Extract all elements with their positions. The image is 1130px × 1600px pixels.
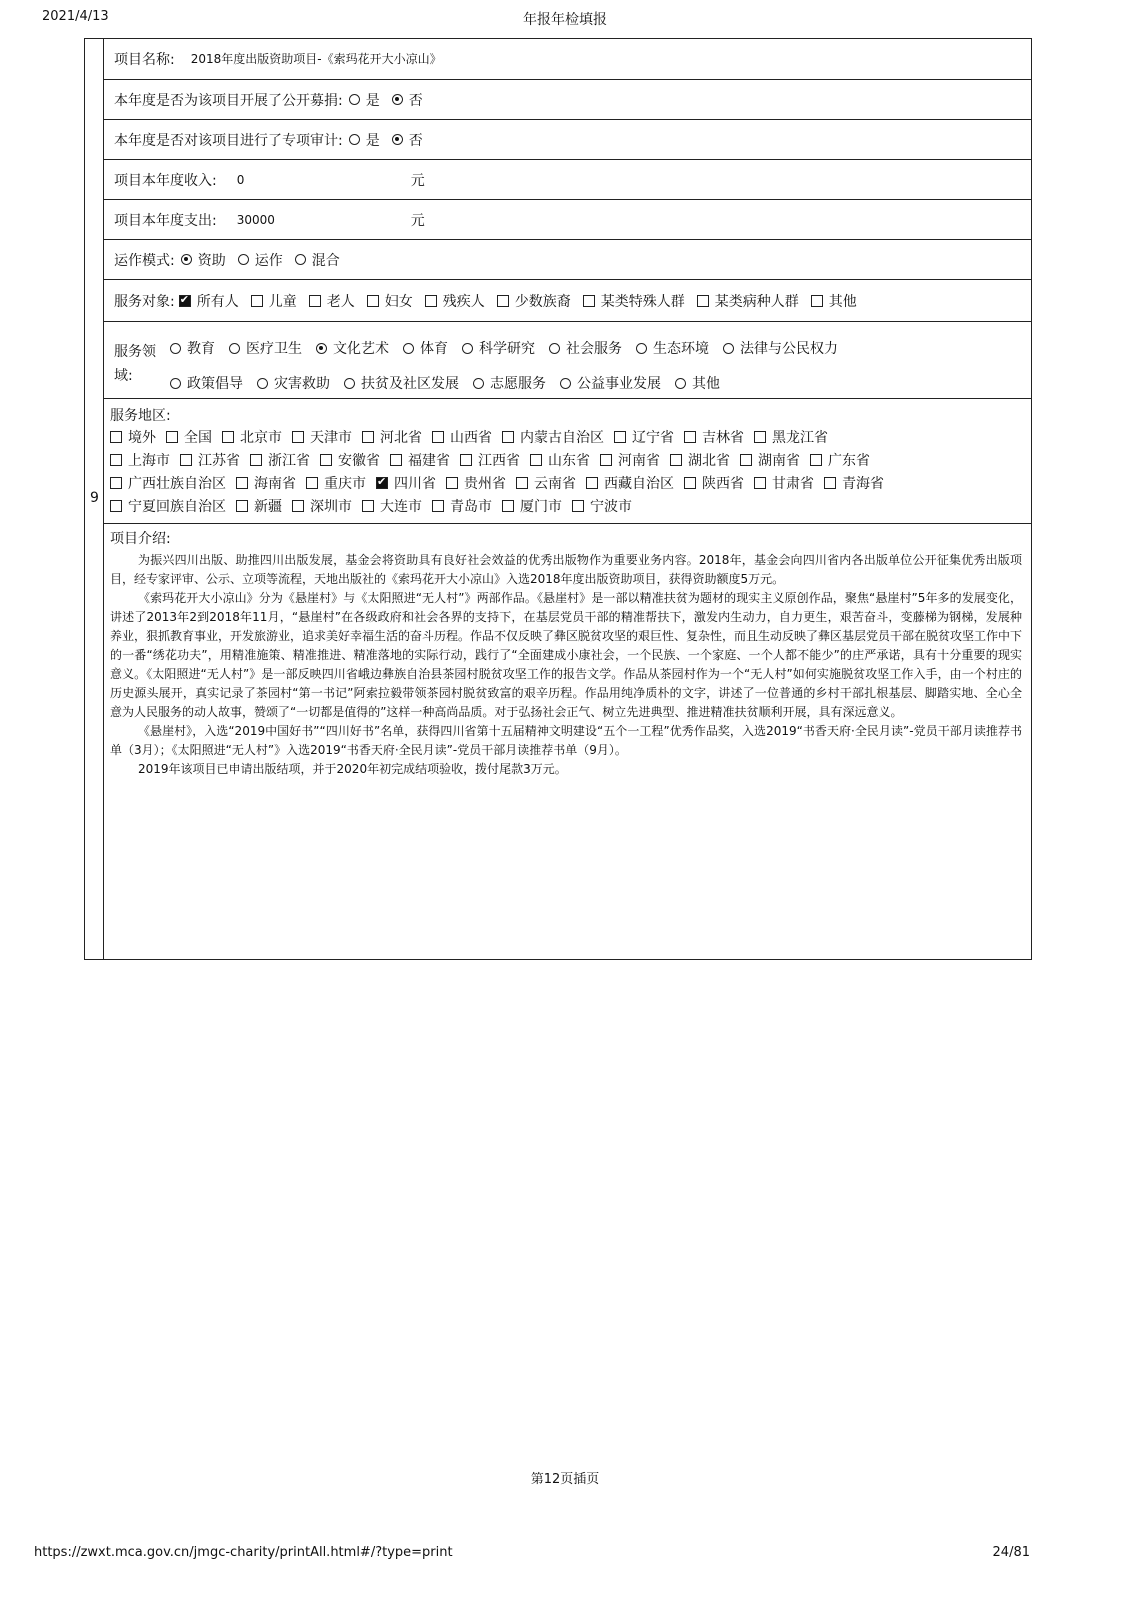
expense-row bbox=[104, 200, 1032, 240]
field-option[interactable] bbox=[636, 338, 709, 358]
region-option[interactable] bbox=[306, 473, 366, 493]
field-option[interactable] bbox=[560, 373, 661, 393]
income-value: 0 bbox=[236, 172, 245, 187]
checkbox-icon bbox=[614, 431, 626, 443]
project-name-value: 2018年度出版资助项目-《索玛花开大小凉山》 bbox=[190, 52, 442, 66]
radio-icon bbox=[462, 343, 473, 354]
option-label: 体育 bbox=[420, 341, 448, 357]
target-option[interactable] bbox=[251, 291, 297, 311]
region-option[interactable] bbox=[670, 450, 730, 470]
checkbox-icon bbox=[516, 477, 528, 489]
checkbox-icon bbox=[110, 477, 122, 489]
region-option[interactable] bbox=[222, 427, 282, 447]
operation-mode-row bbox=[104, 240, 1032, 280]
checkbox-icon bbox=[250, 454, 262, 466]
option-label: 某类特殊人群 bbox=[600, 293, 685, 310]
intro-paragraph: 为振兴四川出版、助推四川出版发展，基金会将资助具有良好社会效益的优秀出版物作为重要业务内容。2018年，基金会向四川省内各出版单位公开征集优秀出版项目，经专家评审、公示、立项等流程，天地出版社的《索玛花开大小凉山》入选2018年度出版资助项目，获得资助额度5万元。 bbox=[110, 553, 1022, 586]
radio-selected-icon bbox=[316, 343, 327, 354]
income-label: 项目本年度收入: bbox=[114, 172, 217, 189]
region-option[interactable] bbox=[376, 473, 436, 493]
option-label: 云南省 bbox=[534, 475, 576, 492]
option-label: 运作 bbox=[254, 252, 283, 269]
radio-icon bbox=[549, 343, 560, 354]
option-label: 湖南省 bbox=[758, 452, 800, 469]
field-option[interactable] bbox=[675, 373, 720, 393]
region-line-3 bbox=[110, 471, 1032, 494]
option-label: 其他 bbox=[828, 293, 857, 310]
radio-icon bbox=[238, 254, 249, 265]
checkbox-icon bbox=[530, 454, 542, 466]
checkbox-icon bbox=[586, 477, 598, 489]
checkbox-icon bbox=[497, 295, 509, 307]
radio-icon bbox=[560, 378, 571, 389]
audit-label: 本年度是否对该项目进行了专项审计: bbox=[114, 132, 343, 149]
option-label: 上海市 bbox=[128, 452, 170, 469]
region-option[interactable] bbox=[362, 427, 422, 447]
region-option[interactable] bbox=[754, 427, 828, 447]
print-date: 2021/4/13 bbox=[42, 9, 109, 24]
service-target-label: 服务对象: bbox=[114, 293, 175, 310]
option-label: 青岛市 bbox=[450, 498, 492, 515]
checkbox-icon bbox=[110, 500, 122, 512]
option-label: 海南省 bbox=[254, 475, 296, 492]
region-option[interactable] bbox=[460, 450, 520, 470]
checkbox-icon bbox=[390, 454, 402, 466]
checkbox-icon bbox=[502, 500, 514, 512]
project-name-row bbox=[104, 38, 1032, 80]
checkbox-icon bbox=[502, 431, 514, 443]
option-label: 西藏自治区 bbox=[604, 475, 674, 492]
checkbox-icon bbox=[110, 454, 122, 466]
project-form bbox=[84, 38, 1032, 960]
checkbox-icon bbox=[572, 500, 584, 512]
region-option[interactable] bbox=[110, 450, 170, 470]
option-label: 生态环境 bbox=[653, 341, 709, 357]
target-option[interactable] bbox=[583, 291, 685, 311]
region-option[interactable] bbox=[250, 450, 310, 470]
region-option[interactable] bbox=[502, 427, 604, 447]
checkbox-icon bbox=[684, 477, 696, 489]
option-label: 少数族裔 bbox=[514, 293, 571, 310]
operation-option-operate[interactable] bbox=[238, 250, 283, 270]
option-label: 公益事业发展 bbox=[577, 376, 661, 392]
service-field-label bbox=[114, 340, 164, 388]
field-option[interactable] bbox=[462, 338, 535, 358]
region-option[interactable] bbox=[110, 427, 156, 447]
region-line-2 bbox=[110, 448, 1032, 471]
region-option[interactable] bbox=[600, 450, 660, 470]
region-option[interactable] bbox=[166, 427, 212, 447]
radio-icon bbox=[675, 378, 686, 389]
print-url: https://zwxt.mca.gov.cn/jmgc-charity/printAll.html#/?type=print bbox=[34, 1545, 453, 1560]
field-option[interactable] bbox=[257, 373, 330, 393]
region-option[interactable] bbox=[530, 450, 590, 470]
field-option[interactable] bbox=[229, 338, 302, 358]
option-label: 四川省 bbox=[394, 475, 436, 492]
option-label: 贵州省 bbox=[464, 475, 506, 492]
radio-icon bbox=[349, 94, 360, 105]
region-option[interactable] bbox=[516, 473, 576, 493]
option-label: 是 bbox=[365, 132, 380, 149]
checkbox-icon bbox=[583, 295, 595, 307]
option-label: 科学研究 bbox=[479, 341, 535, 357]
radio-icon bbox=[170, 343, 181, 354]
page-counter: 24/81 bbox=[992, 1545, 1030, 1560]
option-label: 湖北省 bbox=[688, 452, 730, 469]
option-label: 灾害救助 bbox=[274, 376, 330, 392]
region-option[interactable] bbox=[236, 496, 282, 516]
option-label: 宁波市 bbox=[590, 498, 632, 515]
region-option[interactable] bbox=[684, 473, 744, 493]
radio-icon bbox=[257, 378, 268, 389]
checkbox-icon bbox=[824, 477, 836, 489]
checkbox-icon bbox=[600, 454, 612, 466]
option-label: 江苏省 bbox=[198, 452, 240, 469]
radio-icon bbox=[295, 254, 306, 265]
fundraising-row bbox=[104, 80, 1032, 120]
option-label: 陕西省 bbox=[702, 475, 744, 492]
intro-paragraph: 《悬崖村》，入选“2019中国好书”“四川好书”名单，获得四川省第十五届精神文明建设“五个一工程”优秀作品奖，入选2019“书香天府·全民月读”-党员干部月读推荐书单（3月）；《太阳照进“无人村”》入选2019“书香天府·全民月读”-党员干部月读推荐书单（9月）。 bbox=[110, 724, 1022, 757]
radio-icon bbox=[636, 343, 647, 354]
checkbox-icon bbox=[222, 431, 234, 443]
region-option[interactable] bbox=[824, 473, 884, 493]
form-body bbox=[103, 38, 1032, 960]
region-option[interactable] bbox=[110, 473, 226, 493]
option-label: 否 bbox=[408, 132, 423, 149]
checkbox-icon bbox=[432, 500, 444, 512]
operation-option-fund[interactable] bbox=[181, 250, 226, 270]
radio-icon bbox=[229, 343, 240, 354]
operation-option-mixed[interactable] bbox=[295, 250, 340, 270]
region-option[interactable] bbox=[502, 496, 562, 516]
target-option[interactable] bbox=[309, 291, 355, 311]
option-label: 资助 bbox=[197, 252, 226, 269]
expense-value: 30000 bbox=[236, 212, 275, 227]
service-field-row bbox=[104, 322, 1032, 399]
region-option[interactable] bbox=[320, 450, 380, 470]
option-label: 深圳市 bbox=[310, 498, 352, 515]
radio-selected-icon bbox=[392, 134, 403, 145]
option-label: 广东省 bbox=[828, 452, 870, 469]
option-label: 内蒙古自治区 bbox=[520, 429, 604, 446]
checkbox-icon bbox=[446, 477, 458, 489]
option-label: 河南省 bbox=[618, 452, 660, 469]
region-option[interactable] bbox=[292, 496, 352, 516]
region-option[interactable] bbox=[110, 496, 226, 516]
checkbox-icon bbox=[425, 295, 437, 307]
region-option[interactable] bbox=[586, 473, 674, 493]
target-option[interactable] bbox=[179, 291, 239, 311]
region-option[interactable] bbox=[754, 473, 814, 493]
checkbox-icon bbox=[292, 500, 304, 512]
option-label: 吉林省 bbox=[702, 429, 744, 446]
service-field-line-2 bbox=[170, 373, 734, 393]
option-label: 妇女 bbox=[384, 293, 413, 310]
field-option[interactable] bbox=[170, 373, 243, 393]
option-label: 福建省 bbox=[408, 452, 450, 469]
expense-unit: 元 bbox=[410, 212, 425, 229]
option-label: 北京市 bbox=[240, 429, 282, 446]
field-option[interactable] bbox=[723, 338, 838, 358]
service-field-line-1 bbox=[170, 338, 852, 358]
checkbox-icon bbox=[754, 477, 766, 489]
radio-icon bbox=[473, 378, 484, 389]
field-option[interactable] bbox=[403, 338, 448, 358]
region-option[interactable] bbox=[740, 450, 800, 470]
intro-paragraph: 《索玛花开大小凉山》分为《悬崖村》与《太阳照进“无人村”》两部作品。《悬崖村》是一部以精准扶贫为题材的现实主义原创作品，聚焦“悬崖村”5年多的发展变化，讲述了2013年2到2018年11月，“悬崖村”在各级政府和社会各界的支持下，在基层党员干部的精准帮扶下，激发内生动力，自力更生，艰苦奋斗，变藤梯为钢梯，发展种养业，狠抓教育事业，开发旅游业，追求美好幸福生活的奋斗历程。作品不仅反映了彝区脱贫攻坚的艰巨性、复杂性，而且生动反映了彝区基层党员干部在脱贫攻坚工作中下的一番“绣花功夫”，用精准施策、精准推进、精准落地的实际行动，践行了“全面建成小康社会，一个民族、一个家庭、一个人都不能少”的庄严承诺，具有十分重要的现实意义。《太阳照进“无人村”》是一部反映四川省峨边彝族自治县茶园村脱贫攻坚工作的报告文学。作品从茶园村作为一个“无人村”如何实施脱贫攻坚工作入手，由一个村庄的历史源头展开，真实记录了茶园村“第一书记”阿索拉毅带领茶园村脱贫致富的艰辛历程。作品用纯净质朴的文字，讲述了一位普通的乡村干部扎根基层、脚踏实地、全心全意为人民服务的动人故事，赞颂了“一切都是值得的”这样一种高尚品质。对于弘扬社会正气、树立先进典型、推进精准扶贫顺利开展，具有深远意义。 bbox=[110, 591, 1023, 719]
field-option[interactable] bbox=[344, 373, 459, 393]
checkbox-icon bbox=[292, 431, 304, 443]
option-label: 是 bbox=[365, 92, 380, 109]
region-option[interactable] bbox=[446, 473, 506, 493]
radio-icon bbox=[170, 378, 181, 389]
region-option[interactable] bbox=[362, 496, 422, 516]
target-option[interactable] bbox=[367, 291, 413, 311]
checkbox-icon bbox=[810, 454, 822, 466]
project-intro bbox=[104, 524, 1032, 779]
option-label: 天津市 bbox=[310, 429, 352, 446]
checkbox-icon bbox=[740, 454, 752, 466]
target-option[interactable] bbox=[697, 291, 799, 311]
option-label: 所有人 bbox=[196, 293, 239, 310]
page-note: 第12页插页 bbox=[530, 1472, 600, 1487]
option-label: 河北省 bbox=[380, 429, 422, 446]
checkbox-icon bbox=[460, 454, 472, 466]
option-label: 青海省 bbox=[842, 475, 884, 492]
checkbox-icon bbox=[754, 431, 766, 443]
checkbox-icon bbox=[811, 295, 823, 307]
radio-icon bbox=[349, 134, 360, 145]
radio-icon bbox=[403, 343, 414, 354]
field-option[interactable] bbox=[473, 373, 546, 393]
option-label: 文化艺术 bbox=[333, 341, 389, 357]
target-option[interactable] bbox=[497, 291, 571, 311]
radio-icon bbox=[344, 378, 355, 389]
option-label: 社会服务 bbox=[566, 341, 622, 357]
option-label: 医疗卫生 bbox=[246, 341, 302, 357]
option-label: 全国 bbox=[184, 429, 212, 446]
option-label: 重庆市 bbox=[324, 475, 366, 492]
option-label: 江西省 bbox=[478, 452, 520, 469]
region-option[interactable] bbox=[684, 427, 744, 447]
option-label: 厦门市 bbox=[520, 498, 562, 515]
region-option[interactable] bbox=[390, 450, 450, 470]
checkbox-checked-icon bbox=[179, 295, 191, 307]
option-label: 政策倡导 bbox=[187, 376, 243, 392]
option-label: 老人 bbox=[326, 293, 355, 310]
project-intro-label: 项目介绍: bbox=[110, 531, 171, 547]
option-label: 残疾人 bbox=[442, 293, 485, 310]
option-label: 某类病种人群 bbox=[714, 293, 799, 310]
checkbox-icon bbox=[306, 477, 318, 489]
region-option[interactable] bbox=[180, 450, 240, 470]
target-option[interactable] bbox=[425, 291, 485, 311]
option-label: 境外 bbox=[128, 429, 156, 446]
option-label: 其他 bbox=[692, 376, 720, 392]
option-label: 山西省 bbox=[450, 429, 492, 446]
option-label: 大连市 bbox=[380, 498, 422, 515]
radio-selected-icon bbox=[181, 254, 192, 265]
radio-icon bbox=[723, 343, 734, 354]
option-label: 儿童 bbox=[268, 293, 297, 310]
option-label: 山东省 bbox=[548, 452, 590, 469]
option-label: 教育 bbox=[187, 341, 215, 357]
checkbox-icon bbox=[432, 431, 444, 443]
region-line-1 bbox=[110, 425, 1032, 448]
option-label: 扶贫及社区发展 bbox=[361, 376, 459, 392]
field-option[interactable] bbox=[170, 338, 215, 358]
label-part: 服务领 bbox=[114, 344, 156, 360]
region-option[interactable] bbox=[432, 427, 492, 447]
audit-option-no[interactable] bbox=[392, 130, 423, 150]
option-label: 否 bbox=[408, 92, 423, 109]
checkbox-icon bbox=[697, 295, 709, 307]
checkbox-icon bbox=[670, 454, 682, 466]
label-part: 域: bbox=[114, 368, 133, 384]
checkbox-icon bbox=[180, 454, 192, 466]
option-label: 新疆 bbox=[254, 498, 282, 515]
option-label: 广西壮族自治区 bbox=[128, 475, 226, 492]
checkbox-icon bbox=[236, 500, 248, 512]
checkbox-icon bbox=[110, 431, 122, 443]
option-label: 黑龙江省 bbox=[772, 429, 828, 446]
project-name-label: 项目名称: bbox=[114, 51, 175, 68]
income-row bbox=[104, 160, 1032, 200]
fundraising-option-no[interactable] bbox=[392, 90, 423, 110]
radio-selected-icon bbox=[392, 94, 403, 105]
checkbox-icon bbox=[367, 295, 379, 307]
expense-label: 项目本年度支出: bbox=[114, 212, 217, 229]
audit-option-yes[interactable] bbox=[349, 130, 380, 150]
service-region-row bbox=[104, 399, 1032, 524]
checkbox-checked-icon bbox=[376, 477, 388, 489]
option-label: 浙江省 bbox=[268, 452, 310, 469]
service-region-label: 服务地区: bbox=[110, 408, 171, 424]
region-line-4 bbox=[110, 494, 1032, 517]
field-option[interactable] bbox=[316, 338, 389, 358]
field-option[interactable] bbox=[549, 338, 622, 358]
operation-mode-label: 运作模式: bbox=[114, 252, 175, 269]
row-number: 9 bbox=[90, 490, 99, 506]
option-label: 混合 bbox=[311, 252, 340, 269]
checkbox-icon bbox=[362, 500, 374, 512]
region-option[interactable] bbox=[810, 450, 870, 470]
income-unit: 元 bbox=[410, 172, 425, 189]
audit-row bbox=[104, 120, 1032, 160]
region-option[interactable] bbox=[432, 496, 492, 516]
option-label: 宁夏回族自治区 bbox=[128, 498, 226, 515]
target-option[interactable] bbox=[811, 291, 857, 311]
checkbox-icon bbox=[166, 431, 178, 443]
region-option[interactable] bbox=[614, 427, 674, 447]
fundraising-label: 本年度是否为该项目开展了公开募捐: bbox=[114, 92, 343, 109]
checkbox-icon bbox=[309, 295, 321, 307]
fundraising-option-yes[interactable] bbox=[349, 90, 380, 110]
checkbox-icon bbox=[251, 295, 263, 307]
region-option[interactable] bbox=[292, 427, 352, 447]
checkbox-icon bbox=[236, 477, 248, 489]
option-label: 安徽省 bbox=[338, 452, 380, 469]
service-target-row bbox=[104, 280, 1032, 322]
page-title: 年报年检填报 bbox=[523, 12, 607, 28]
option-label: 甘肃省 bbox=[772, 475, 814, 492]
checkbox-icon bbox=[684, 431, 696, 443]
region-option[interactable] bbox=[572, 496, 632, 516]
region-option[interactable] bbox=[236, 473, 296, 493]
option-label: 辽宁省 bbox=[632, 429, 674, 446]
intro-paragraph: 2019年该项目已申请出版结项，并于2020年初完成结项验收，拨付尾款3万元。 bbox=[138, 762, 567, 776]
checkbox-icon bbox=[362, 431, 374, 443]
option-label: 志愿服务 bbox=[490, 376, 546, 392]
option-label: 法律与公民权力 bbox=[740, 341, 838, 357]
checkbox-icon bbox=[320, 454, 332, 466]
